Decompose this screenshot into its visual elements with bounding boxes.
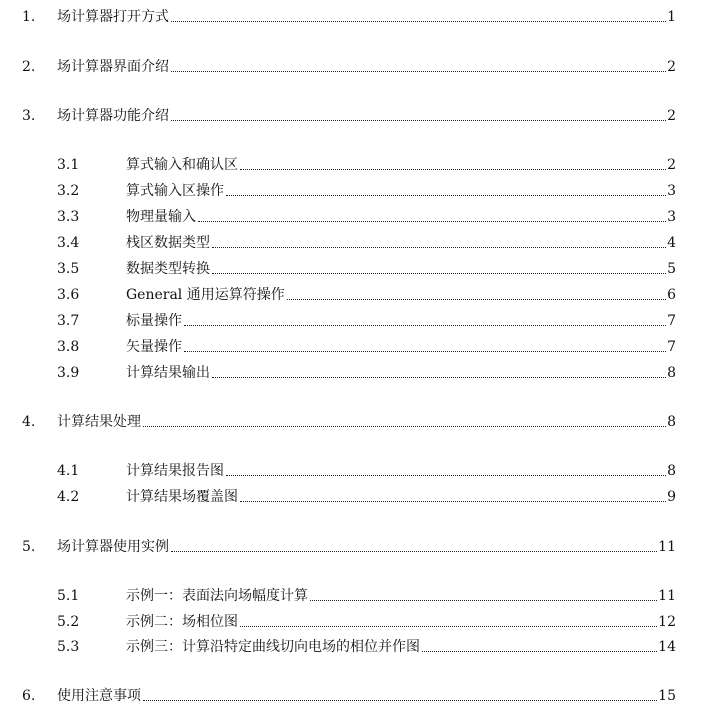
entry-leader xyxy=(126,639,676,655)
dot-leader xyxy=(212,273,666,274)
entry-title: 计算结果场覆盖图 xyxy=(126,489,238,505)
entry-page: 2 xyxy=(667,59,676,75)
entry-title: 物理量输入 xyxy=(126,209,196,225)
entry-page: 12 xyxy=(658,614,676,630)
entry-leader xyxy=(126,339,676,355)
entry-title: 场计算器界面介绍 xyxy=(57,59,169,75)
entry-title: 算式输入区操作 xyxy=(126,183,224,199)
entry-title: 场计算器功能介绍 xyxy=(57,108,169,124)
toc-entry-4[interactable] xyxy=(0,410,706,434)
entry-leader xyxy=(57,414,676,430)
dot-leader xyxy=(143,700,657,701)
entry-title: 使用注意事项 xyxy=(57,688,141,704)
entry-leader xyxy=(126,489,676,505)
dot-leader xyxy=(198,221,666,222)
dot-leader xyxy=(422,651,657,652)
entry-leader xyxy=(57,9,676,25)
entry-title: 计算结果报告图 xyxy=(126,463,224,479)
dot-leader xyxy=(240,626,657,627)
entry-title: 示例一：表面法向场幅度计算 xyxy=(126,588,308,604)
entry-leader xyxy=(126,313,676,329)
entry-number: 4. xyxy=(22,414,36,430)
dot-leader xyxy=(240,501,666,502)
entry-leader xyxy=(57,688,676,704)
toc-entry-3-1[interactable] xyxy=(0,153,706,177)
entry-number: 5.3 xyxy=(57,639,80,655)
entry-page: 2 xyxy=(667,157,676,173)
entry-leader xyxy=(126,209,676,225)
toc-entry-3-6[interactable] xyxy=(0,283,706,307)
dot-leader xyxy=(226,475,666,476)
toc-entry-5-1[interactable] xyxy=(0,584,706,608)
entry-leader xyxy=(126,588,676,604)
entry-title: 矢量操作 xyxy=(126,339,182,355)
dot-leader xyxy=(240,169,666,170)
entry-number: 3.1 xyxy=(57,157,80,173)
entry-number: 3.9 xyxy=(57,365,80,381)
entry-page: 8 xyxy=(667,365,676,381)
entry-title: 计算结果输出 xyxy=(126,365,210,381)
toc-entry-3-2[interactable] xyxy=(0,179,706,203)
entry-title: 栈区数据类型 xyxy=(126,235,210,251)
entry-leader xyxy=(126,183,676,199)
entry-leader xyxy=(126,235,676,251)
entry-number: 3.8 xyxy=(57,339,80,355)
entry-page: 11 xyxy=(658,588,676,604)
entry-title: 场计算器使用实例 xyxy=(57,539,169,555)
entry-page: 7 xyxy=(667,313,676,329)
entry-leader xyxy=(126,365,676,381)
entry-number: 4.1 xyxy=(57,463,80,479)
entry-title: General 通用运算符操作 xyxy=(126,287,285,303)
entry-page: 9 xyxy=(667,489,676,505)
toc-entry-4-2[interactable] xyxy=(0,485,706,509)
entry-page: 2 xyxy=(667,108,676,124)
toc-entry-3-9[interactable] xyxy=(0,361,706,385)
entry-leader xyxy=(126,614,676,630)
entry-leader xyxy=(126,463,676,479)
dot-leader xyxy=(226,195,666,196)
toc-entry-3-3[interactable] xyxy=(0,205,706,229)
entry-page: 1 xyxy=(667,9,676,25)
entry-title: 数据类型转换 xyxy=(126,261,210,277)
toc-entry-3-4[interactable] xyxy=(0,231,706,255)
entry-number: 3.6 xyxy=(57,287,80,303)
toc-entry-5-3[interactable] xyxy=(0,635,706,659)
dot-leader xyxy=(171,120,666,121)
entry-page: 7 xyxy=(667,339,676,355)
entry-page: 3 xyxy=(667,209,676,225)
dot-leader xyxy=(310,600,657,601)
toc-entry-3-8[interactable] xyxy=(0,335,706,359)
toc-entry-1[interactable] xyxy=(0,5,706,29)
entry-number: 2. xyxy=(22,59,36,75)
entry-leader xyxy=(126,157,676,173)
entry-leader xyxy=(57,108,676,124)
entry-number: 5.2 xyxy=(57,614,80,630)
toc-entry-5-2[interactable] xyxy=(0,610,706,634)
entry-number: 6. xyxy=(22,688,36,704)
entry-title: 示例二：场相位图 xyxy=(126,614,238,630)
dot-leader xyxy=(212,377,666,378)
dot-leader xyxy=(184,325,666,326)
entry-title: 计算结果处理 xyxy=(57,414,141,430)
entry-page: 3 xyxy=(667,183,676,199)
entry-page: 6 xyxy=(667,287,676,303)
entry-number: 3.4 xyxy=(57,235,80,251)
entry-leader xyxy=(126,261,676,277)
entry-title: 场计算器打开方式 xyxy=(57,9,169,25)
dot-leader xyxy=(143,426,666,427)
entry-leader xyxy=(57,59,676,75)
entry-number: 3.5 xyxy=(57,261,80,277)
entry-leader xyxy=(57,539,676,555)
entry-leader xyxy=(126,287,676,303)
dot-leader xyxy=(212,247,666,248)
entry-title: 示例三：计算沿特定曲线切向电场的相位并作图 xyxy=(126,639,420,655)
dot-leader xyxy=(171,71,666,72)
entry-number: 5. xyxy=(22,539,36,555)
entry-number: 4.2 xyxy=(57,489,80,505)
dot-leader xyxy=(171,21,666,22)
entry-number: 3. xyxy=(22,108,36,124)
entry-title: 标量操作 xyxy=(126,313,182,329)
entry-page: 4 xyxy=(667,235,676,251)
toc-entry-3-5[interactable] xyxy=(0,257,706,281)
entry-page: 15 xyxy=(658,688,676,704)
entry-page: 11 xyxy=(658,539,676,555)
dot-leader xyxy=(287,299,666,300)
entry-number: 5.1 xyxy=(57,588,80,604)
toc-entry-4-1[interactable] xyxy=(0,459,706,483)
toc-entry-3[interactable] xyxy=(0,104,706,128)
toc-entry-5[interactable] xyxy=(0,535,706,559)
entry-number: 1. xyxy=(22,9,36,25)
entry-number: 3.3 xyxy=(57,209,80,225)
entry-title: 算式输入和确认区 xyxy=(126,157,238,173)
dot-leader xyxy=(171,551,657,552)
entry-page: 8 xyxy=(667,414,676,430)
entry-page: 5 xyxy=(667,261,676,277)
entry-number: 3.7 xyxy=(57,313,80,329)
toc-entry-6[interactable] xyxy=(0,684,706,708)
toc-entry-3-7[interactable] xyxy=(0,309,706,333)
dot-leader xyxy=(184,351,666,352)
toc-entry-2[interactable] xyxy=(0,55,706,79)
entry-page: 8 xyxy=(667,463,676,479)
entry-number: 3.2 xyxy=(57,183,80,199)
entry-page: 14 xyxy=(658,639,676,655)
